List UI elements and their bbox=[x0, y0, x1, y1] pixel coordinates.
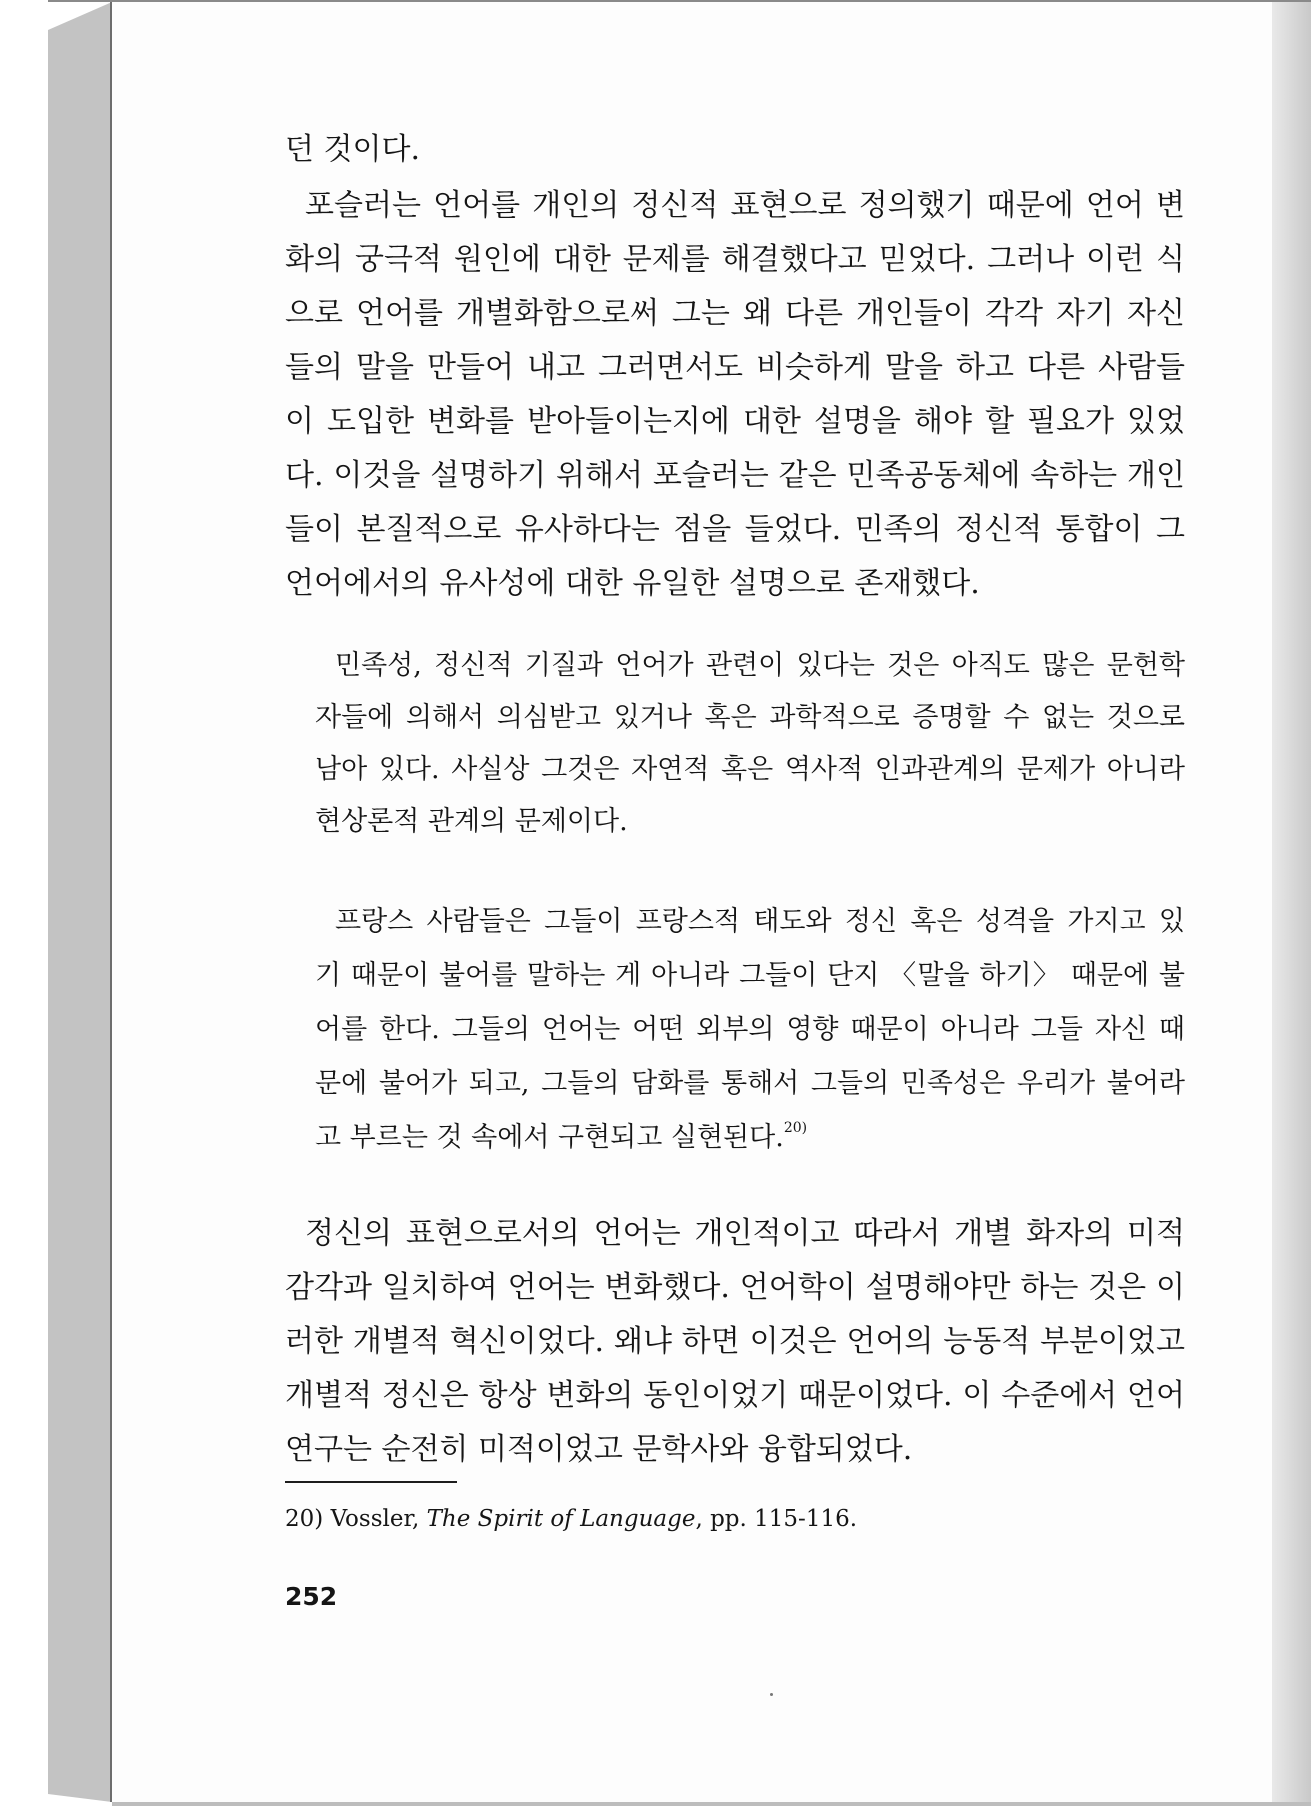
footnote bbox=[285, 1499, 857, 1539]
quote-last-line-text: 고 부르는 것 속에서 구현되고 실현된다. bbox=[315, 1122, 784, 1153]
page-number: 252 bbox=[285, 1582, 338, 1611]
text-line: 포슬러는 언어를 개인의 정신적 표현으로 정의했기 때문에 언어 변 bbox=[305, 188, 1185, 223]
quote-line: 남아 있다. 사실상 그것은 자연적 혹은 역사적 인과관계의 문제가 아니라 bbox=[315, 754, 1185, 785]
quote-line: 민족성, 정신적 기질과 언어가 관련이 있다는 것은 아직도 많은 문헌학 bbox=[335, 650, 1185, 681]
text-line: 정신의 표현으로서의 언어는 개인적이고 따라서 개별 화자의 미적 bbox=[305, 1216, 1185, 1251]
quote-line: 자들에 의해서 의심받고 있거나 혹은 과학적으로 증명할 수 없는 것으로 bbox=[315, 702, 1185, 733]
footnote-divider bbox=[285, 1481, 457, 1483]
text-line: 들이 본질적으로 유사하다는 점을 들었다. 민족의 정신적 통합이 그 bbox=[285, 512, 1185, 547]
text-line: 연구는 순전히 미적이었고 문학사와 융합되었다. bbox=[285, 1432, 913, 1467]
quote-line: 어를 한다. 그들의 언어는 어떤 외부의 영향 때문이 아니라 그들 자신 때 bbox=[315, 1014, 1185, 1045]
footnote-title: The Spirit of Language bbox=[426, 1506, 696, 1532]
quote-line bbox=[315, 1118, 807, 1158]
text-line: 이 도입한 변화를 받아들이는지에 대한 설명을 해야 할 필요가 있었 bbox=[285, 404, 1185, 439]
quote-line: 문에 불어가 되고, 그들의 담화를 통해서 그들의 민족성은 우리가 불어라 bbox=[315, 1068, 1185, 1099]
text-line: 러한 개별적 혁신이었다. 왜냐 하면 이것은 언어의 능동적 부분이었고 bbox=[285, 1324, 1185, 1359]
page-right-shadow bbox=[1272, 2, 1311, 1802]
quote-line: 프랑스 사람들은 그들이 프랑스적 태도와 정신 혹은 성격을 가지고 있 bbox=[335, 906, 1185, 937]
scan-speck bbox=[770, 1693, 773, 1696]
page-bottom-edge bbox=[112, 1802, 1311, 1806]
footnote-pages: , pp. 115-116. bbox=[695, 1506, 858, 1532]
footnote-number: 20) bbox=[285, 1506, 324, 1532]
text-line: 들의 말을 만들어 내고 그러면서도 비슷하게 말을 하고 다른 사람들 bbox=[285, 350, 1185, 385]
text-line: 으로 언어를 개별화함으로써 그는 왜 다른 개인들이 각각 자기 자신 bbox=[285, 296, 1185, 331]
footnote-reference: 20) bbox=[783, 1120, 808, 1136]
footnote-author: Vossler, bbox=[330, 1506, 420, 1532]
text-line: 개별적 정신은 항상 변화의 동인이었기 때문이었다. 이 수준에서 언어 bbox=[285, 1378, 1185, 1413]
quote-line: 현상론적 관계의 문제이다. bbox=[315, 806, 628, 837]
text-line: 다. 이것을 설명하기 위해서 포슬러는 같은 민족공동체에 속하는 개인 bbox=[285, 458, 1185, 493]
text-line: 화의 궁극적 원인에 대한 문제를 해결했다고 믿었다. 그러나 이런 식 bbox=[285, 242, 1185, 277]
text-line: 언어에서의 유사성에 대한 유일한 설명으로 존재했다. bbox=[285, 566, 980, 601]
book-spine bbox=[48, 2, 112, 1802]
text-line: 던 것이다. bbox=[285, 132, 420, 167]
text-line: 감각과 일치하여 언어는 변화했다. 언어학이 설명해야만 하는 것은 이 bbox=[285, 1270, 1185, 1305]
quote-line: 기 때문이 불어를 말하는 게 아니라 그들이 단지 〈말을 하기〉 때문에 불 bbox=[315, 960, 1185, 991]
